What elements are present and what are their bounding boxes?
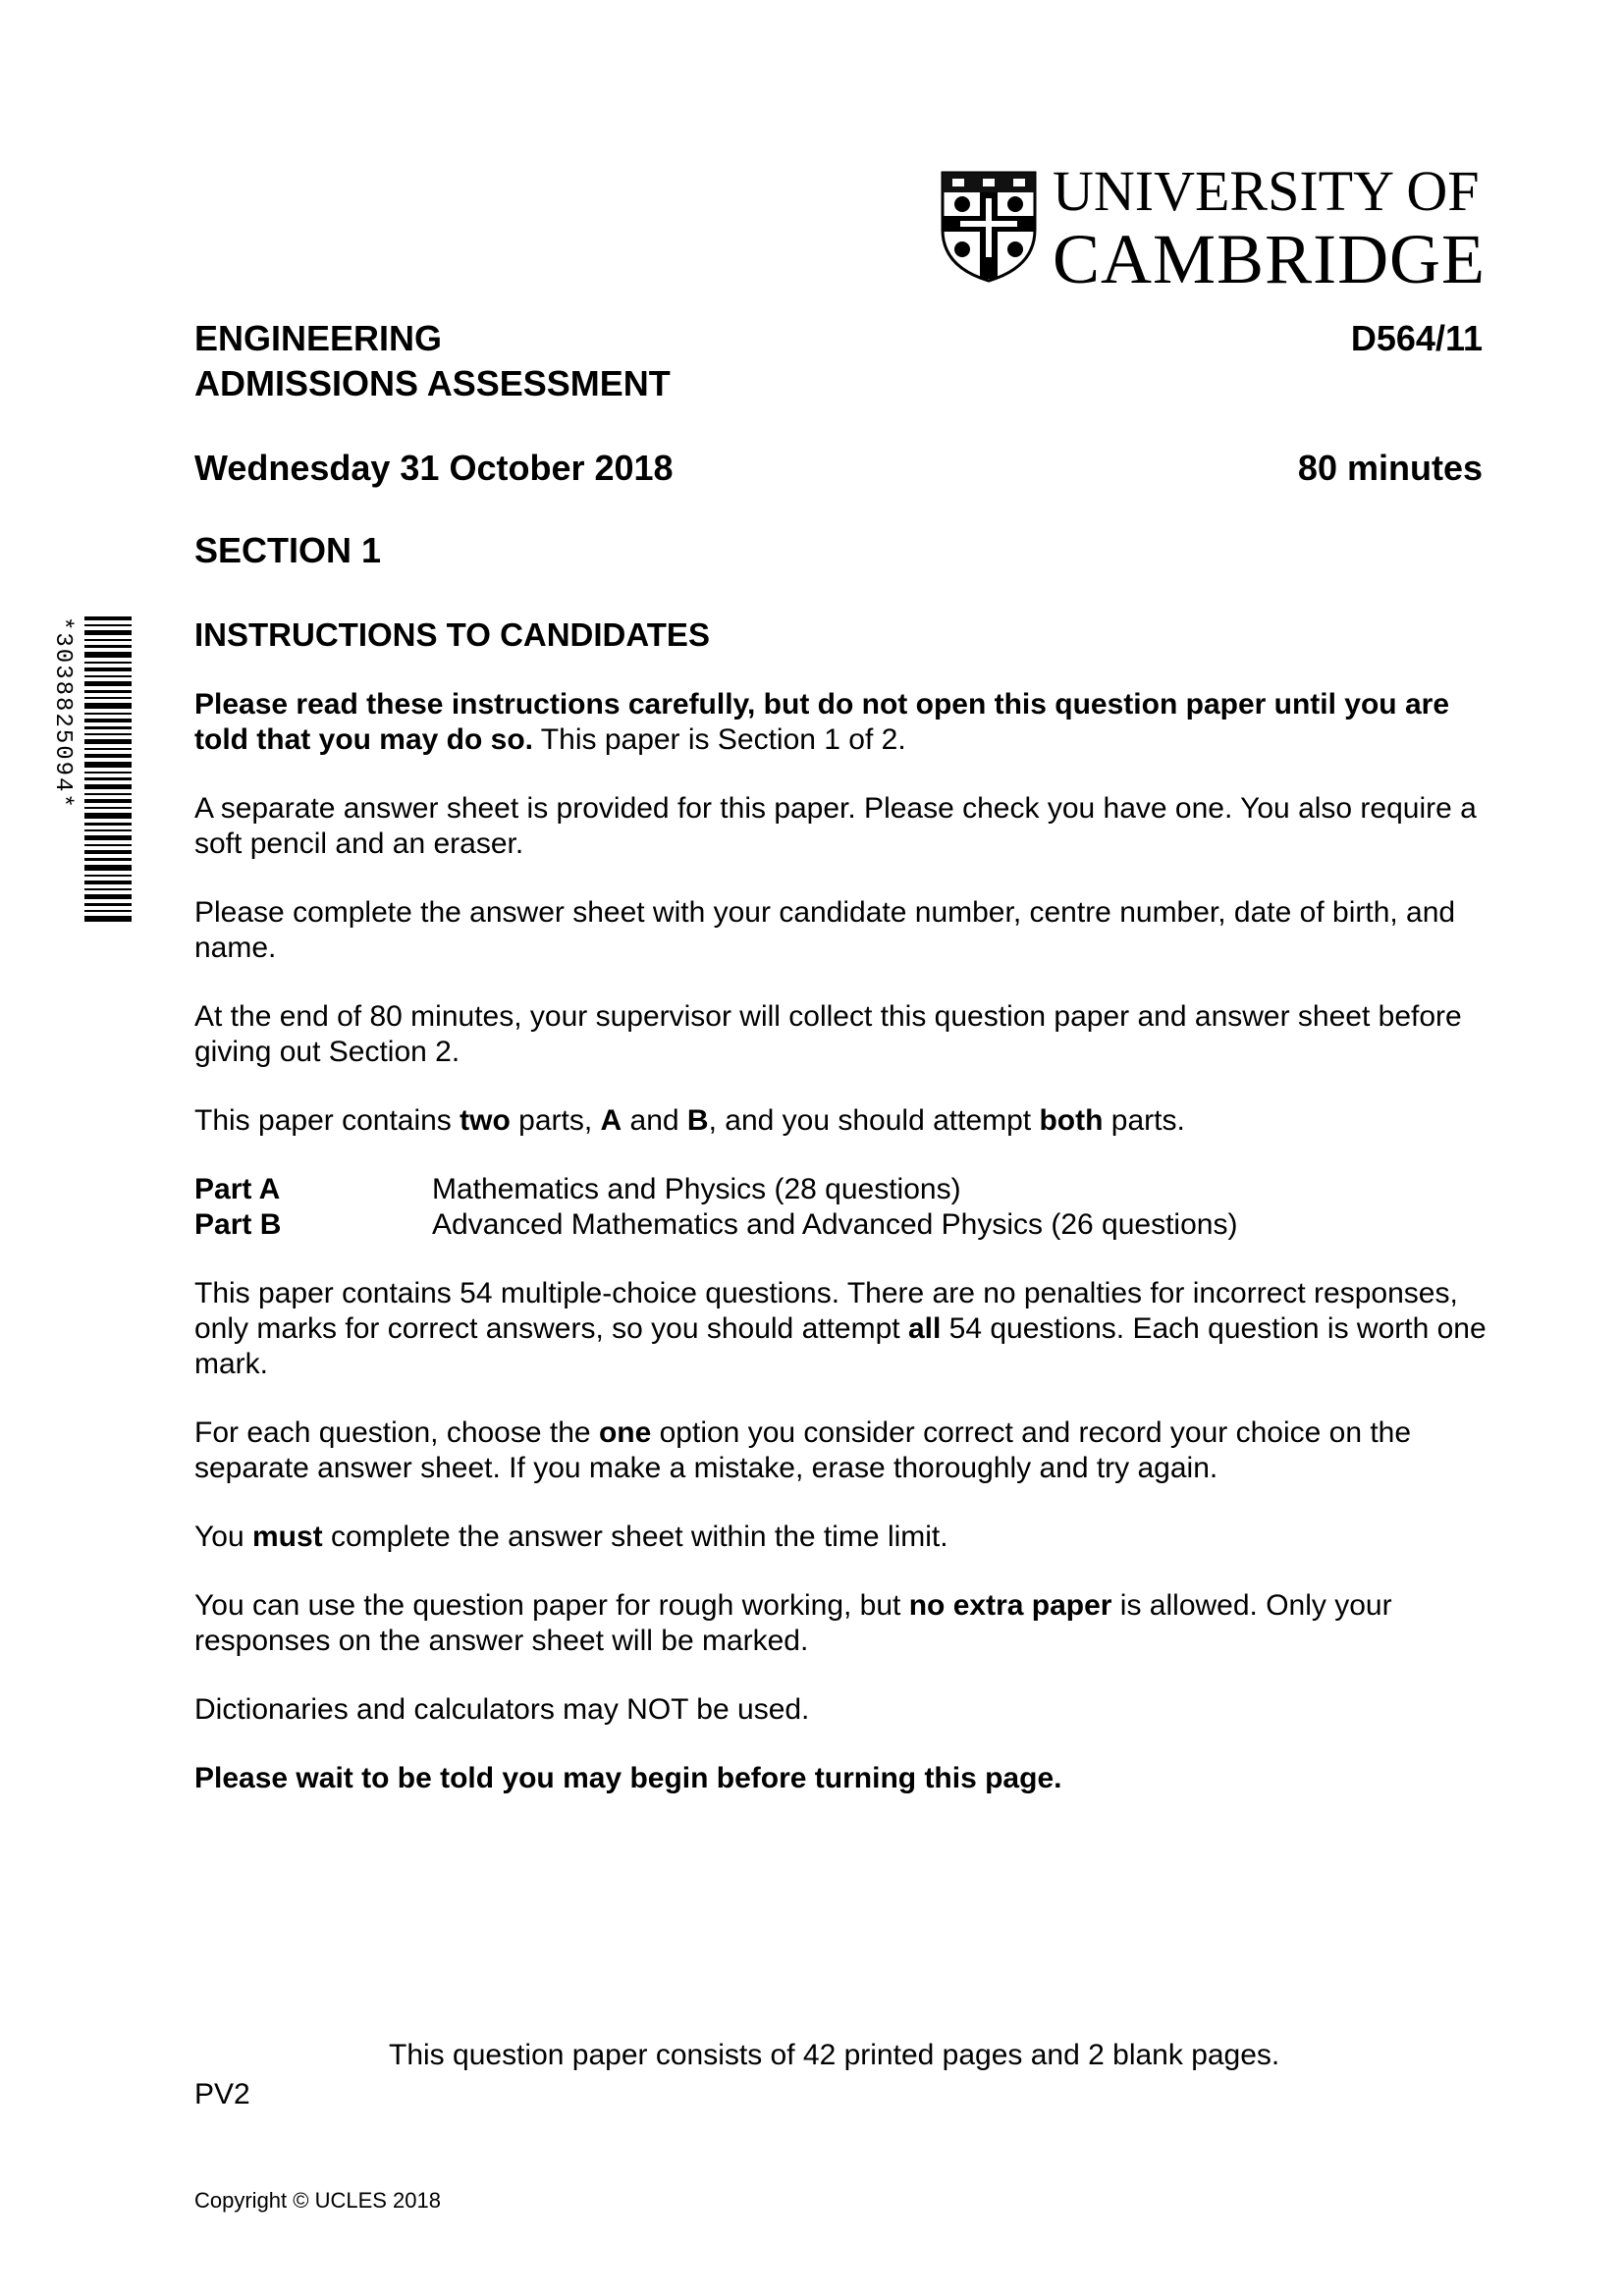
exam-date: Wednesday 31 October 2018: [194, 448, 674, 488]
instruction-paragraph-1: Please read these instructions carefully, but do not open this question paper until you are told that you may do so. This paper is Section 1 of 2.: [194, 688, 1450, 756]
part-a-description: Mathematics and Physics (28 questions): [432, 1173, 961, 1205]
part-b-label: Part B: [194, 1208, 282, 1241]
paper-code: D564/11: [1350, 318, 1483, 358]
exam-title: [194, 316, 1078, 406]
instruction-paragraph-3: Please complete the answer sheet with your candidate number, centre number, date of birth, and name.: [194, 896, 1456, 964]
university-line-2: CAMBRIDGE: [1053, 220, 1487, 298]
instruction-paragraph-6: This paper contains 54 multiple-choice questions. There are no penalties for incorrect responses, only marks for correct answers, so you should attempt all 54 questions. Each question is worth one mark.: [194, 1277, 1487, 1380]
instruction-paragraph-2: A separate answer sheet is provided for this paper. Please check you have one. You also require a soft pencil and an eraser.: [194, 792, 1477, 860]
instruction-paragraph-8: You must complete the answer sheet within the time limit.: [194, 1521, 948, 1553]
instructions-heading: INSTRUCTIONS TO CANDIDATES: [194, 616, 710, 653]
part-b-description: Advanced Mathematics and Advanced Physics (26 questions): [432, 1208, 1238, 1241]
university-line-1: UNIVERSITY OF: [1053, 159, 1480, 223]
instruction-paragraph-5: This paper contains two parts, A and B, and you should attempt both parts.: [194, 1104, 1185, 1137]
paper-version-code: PV2: [194, 2078, 250, 2110]
cambridge-crest-icon: [941, 171, 1037, 283]
pages-note: This question paper consists of 42 printed pages and 2 blank pages.: [389, 2039, 1280, 2071]
exam-title-line-2: ADMISSIONS ASSESSMENT: [194, 363, 671, 403]
instruction-paragraph-11: Please wait to be told you may begin before turning this page.: [194, 1762, 1062, 1794]
exam-duration: 80 minutes: [1297, 448, 1483, 488]
university-wordmark: [1053, 159, 1487, 298]
barcode-number: *3038825094*: [49, 616, 76, 810]
instruction-paragraph-7: For each question, choose the one option you consider correct and record your choice on the separate answer sheet. If you make a mistake, erase thoroughly and try again.: [194, 1416, 1412, 1484]
instruction-paragraph-10: Dictionaries and calculators may NOT be used.: [194, 1693, 810, 1726]
section-label: SECTION 1: [194, 530, 382, 570]
instruction-paragraph-9: You can use the question paper for rough working, but no extra paper is allowed. Only your responses on the answer sheet will be marked.: [194, 1589, 1392, 1657]
copyright-notice: Copyright © UCLES 2018: [194, 2188, 442, 2213]
instruction-paragraph-4: At the end of 80 minutes, your supervisor will collect this question paper and answer sheet before giving out Section 2.: [194, 1000, 1462, 1068]
part-a-label: Part A: [194, 1173, 281, 1205]
exam-title-line-1: ENGINEERING: [194, 318, 443, 358]
